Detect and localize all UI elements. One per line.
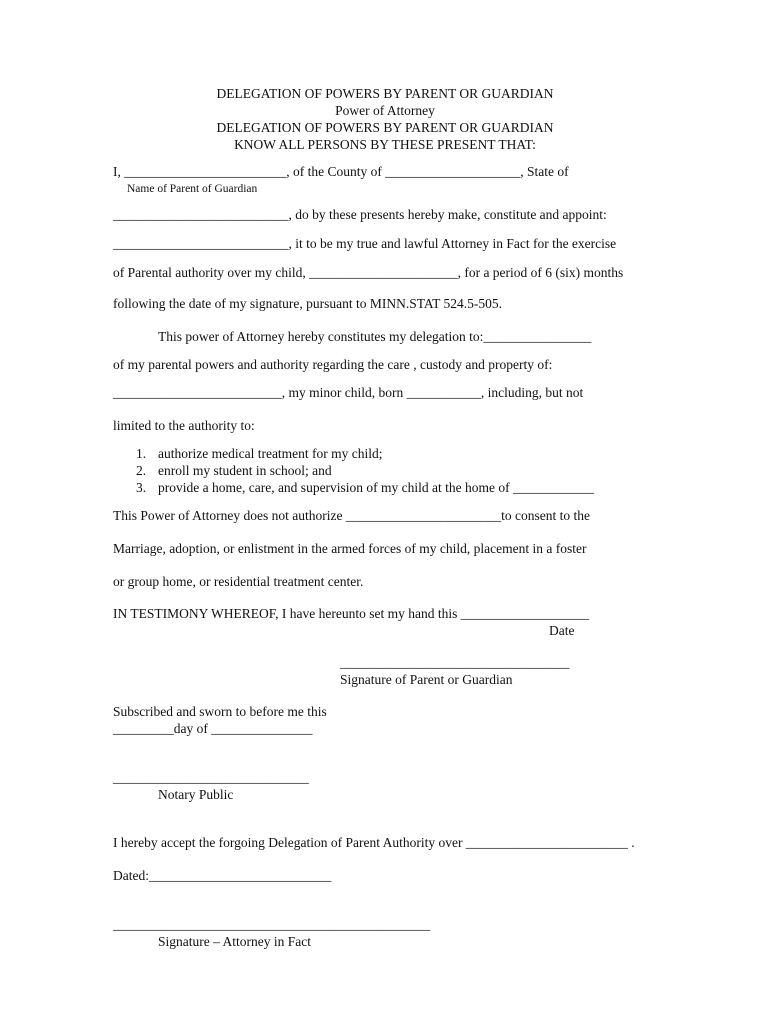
marriage-line: Marriage, adoption, or enlistment in the armed forces of my child, placement in a foster: [113, 541, 587, 556]
list-item: authorize medical treatment for my child;: [158, 446, 383, 461]
document-title: DELEGATION OF POWERS BY PARENT OR GUARDIAN: [216, 86, 554, 101]
document-subtitle: Power of Attorney: [335, 103, 435, 118]
group-home-line: or group home, or residential treatment center.: [113, 574, 364, 589]
list-item-number: 3.: [136, 480, 147, 495]
notary-caption: Notary Public: [158, 787, 234, 802]
powers-line: of my parental powers and authority regarding the care , custody and property of:: [113, 357, 553, 372]
list-item-number: 1.: [136, 446, 147, 461]
not-authorize-line: This Power of Attorney does not authorize _______________________to consent to the: [113, 508, 590, 523]
list-item: provide a home, care, and supervision of my child at the home of ____________: [158, 480, 595, 495]
parent-name-caption: Name of Parent of Guardian: [127, 183, 258, 195]
appoint-line: __________________________, do by these presents hereby make, constitute and appoint:: [113, 207, 607, 222]
parent-name-line: I, ________________________, of the County of ____________________, State of: [113, 164, 569, 179]
acceptance-line: I hereby accept the forgoing Delegation of Parent Authority over ________________________ .: [113, 835, 635, 850]
sworn-line: Subscribed and sworn to before me this: [113, 704, 327, 719]
delegation-line: This power of Attorney hereby constitutes my delegation to:________________: [158, 329, 592, 344]
testimony-line: IN TESTIMONY WHEREOF, I have hereunto set my hand this ___________________: [113, 606, 589, 621]
child-authority-line: of Parental authority over my child, ______________________, for a period of 6 (six) months: [113, 265, 624, 280]
parent-signature-caption: Signature of Parent or Guardian: [340, 672, 513, 687]
minor-child-line: _________________________, my minor child, born ___________, including, but not: [113, 385, 584, 400]
statute-line: following the date of my signature, pursuant to MINN.STAT 524.5-505.: [113, 296, 502, 311]
list-item: enroll my student in school; and: [158, 463, 332, 478]
attorney-signature-caption: Signature – Attorney in Fact: [158, 934, 311, 949]
attorney-in-fact-line: __________________________, it to be my true and lawful Attorney in Fact for the exercise: [113, 236, 617, 251]
parent-signature-line: __________________________________: [340, 655, 570, 670]
attorney-signature-line: _______________________________________________: [113, 917, 431, 932]
limited-line: limited to the authority to:: [113, 418, 255, 433]
notary-signature-line: _____________________________: [113, 770, 309, 785]
list-item-number: 2.: [136, 463, 147, 478]
preamble-heading: KNOW ALL PERSONS BY THESE PRESENT THAT:: [234, 137, 536, 152]
document-title-repeat: DELEGATION OF POWERS BY PARENT OR GUARDIAN: [216, 120, 554, 135]
date-caption: Date: [549, 623, 575, 638]
dated-line: Dated:___________________________: [113, 868, 332, 883]
sworn-day-line: _________day of _______________: [113, 721, 313, 736]
